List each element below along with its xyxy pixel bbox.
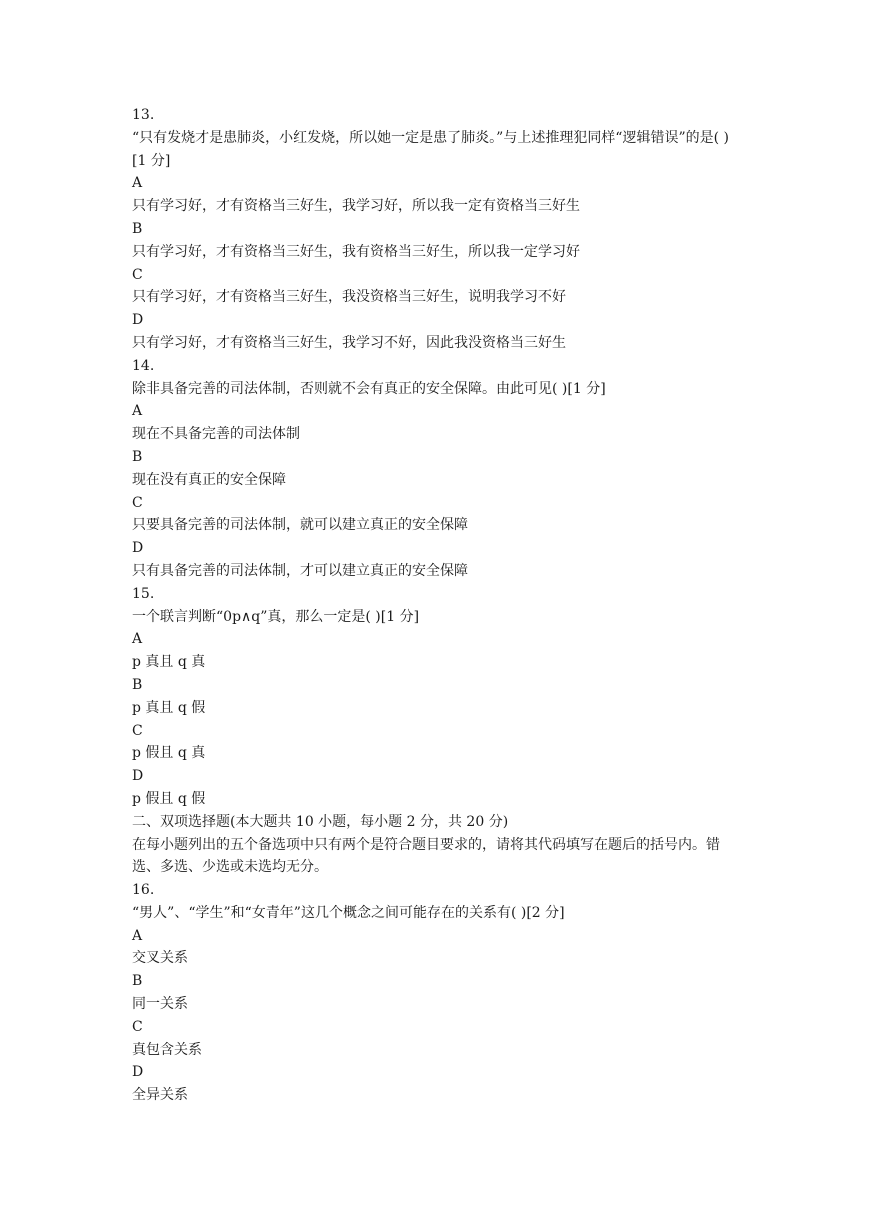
option-letter: B xyxy=(132,448,143,465)
section-instructions: 在每小题列出的五个备选项中只有两个是符合题目要求的，请将其代码填写在题后的括号内。错选、多选、少选或未选均无分。 xyxy=(132,836,720,876)
option-letter: A xyxy=(132,927,143,944)
option-letter: C xyxy=(132,722,143,739)
option-text: 现在不具备完善的司法体制 xyxy=(132,426,300,443)
question-15 xyxy=(132,583,742,811)
option-letter: B xyxy=(132,676,143,693)
question-number: 16. xyxy=(132,882,155,899)
question-stem: 除非具备完善的司法体制，否则就不会有真正的安全保障。由此可见( )[1 分] xyxy=(132,380,606,397)
option-letter: C xyxy=(132,494,143,511)
option-text: 只要具备完善的司法体制，就可以建立真正的安全保障 xyxy=(132,517,468,534)
option-letter: B xyxy=(132,220,143,237)
question-number: 13. xyxy=(132,107,155,123)
exam-page xyxy=(132,104,742,1107)
option-text: p 假且 q 真 xyxy=(132,745,206,762)
option-letter: B xyxy=(132,973,143,990)
option-text: 全异关系 xyxy=(132,1087,188,1104)
option-text: p 真且 q 假 xyxy=(132,699,206,716)
option-text: 只有具备完善的司法体制，才可以建立真正的安全保障 xyxy=(132,562,468,579)
question-14 xyxy=(132,355,742,583)
section-2-header xyxy=(132,811,742,879)
option-letter: A xyxy=(132,631,143,648)
option-letter: A xyxy=(132,403,143,420)
question-stem: “只有发烧才是患肺炎，小红发烧，所以她一定是患了肺炎。”与上述推理犯同样“逻辑错误”的是( )[1 分] xyxy=(132,129,730,169)
option-letter: D xyxy=(132,1064,144,1081)
question-number: 14. xyxy=(132,357,155,374)
option-text: p 真且 q 真 xyxy=(132,654,206,671)
option-letter: C xyxy=(132,1018,143,1035)
option-letter: D xyxy=(132,768,144,785)
option-text: 真包含关系 xyxy=(132,1041,202,1058)
option-text: 只有学习好，才有资格当三好生，我学习好，所以我一定有资格当三好生 xyxy=(132,198,580,215)
question-stem: “男人”、“学生”和“女青年”这几个概念之间可能存在的关系有( )[2 分] xyxy=(132,904,565,921)
option-letter: D xyxy=(132,312,144,329)
option-text: 交叉关系 xyxy=(132,950,188,967)
option-text: p 假且 q 假 xyxy=(132,790,206,807)
option-text: 现在没有真正的安全保障 xyxy=(132,471,286,488)
option-text: 只有学习好，才有资格当三好生，我学习不好，因此我没资格当三好生 xyxy=(132,334,566,351)
option-letter: D xyxy=(132,540,144,557)
option-text: 只有学习好，才有资格当三好生，我有资格当三好生，所以我一定学习好 xyxy=(132,243,580,260)
section-heading: 二、双项选择题(本大题共 10 小题，每小题 2 分，共 20 分) xyxy=(132,813,509,830)
option-text: 只有学习好，才有资格当三好生，我没资格当三好生，说明我学习不好 xyxy=(132,289,566,306)
question-16 xyxy=(132,879,742,1107)
question-stem: 一个联言判断“0p∧q”真，那么一定是( )[1 分] xyxy=(132,608,420,625)
option-letter: A xyxy=(132,175,143,192)
question-13 xyxy=(132,104,742,355)
option-letter: C xyxy=(132,266,143,283)
question-number: 15. xyxy=(132,585,155,602)
option-text: 同一关系 xyxy=(132,996,188,1013)
